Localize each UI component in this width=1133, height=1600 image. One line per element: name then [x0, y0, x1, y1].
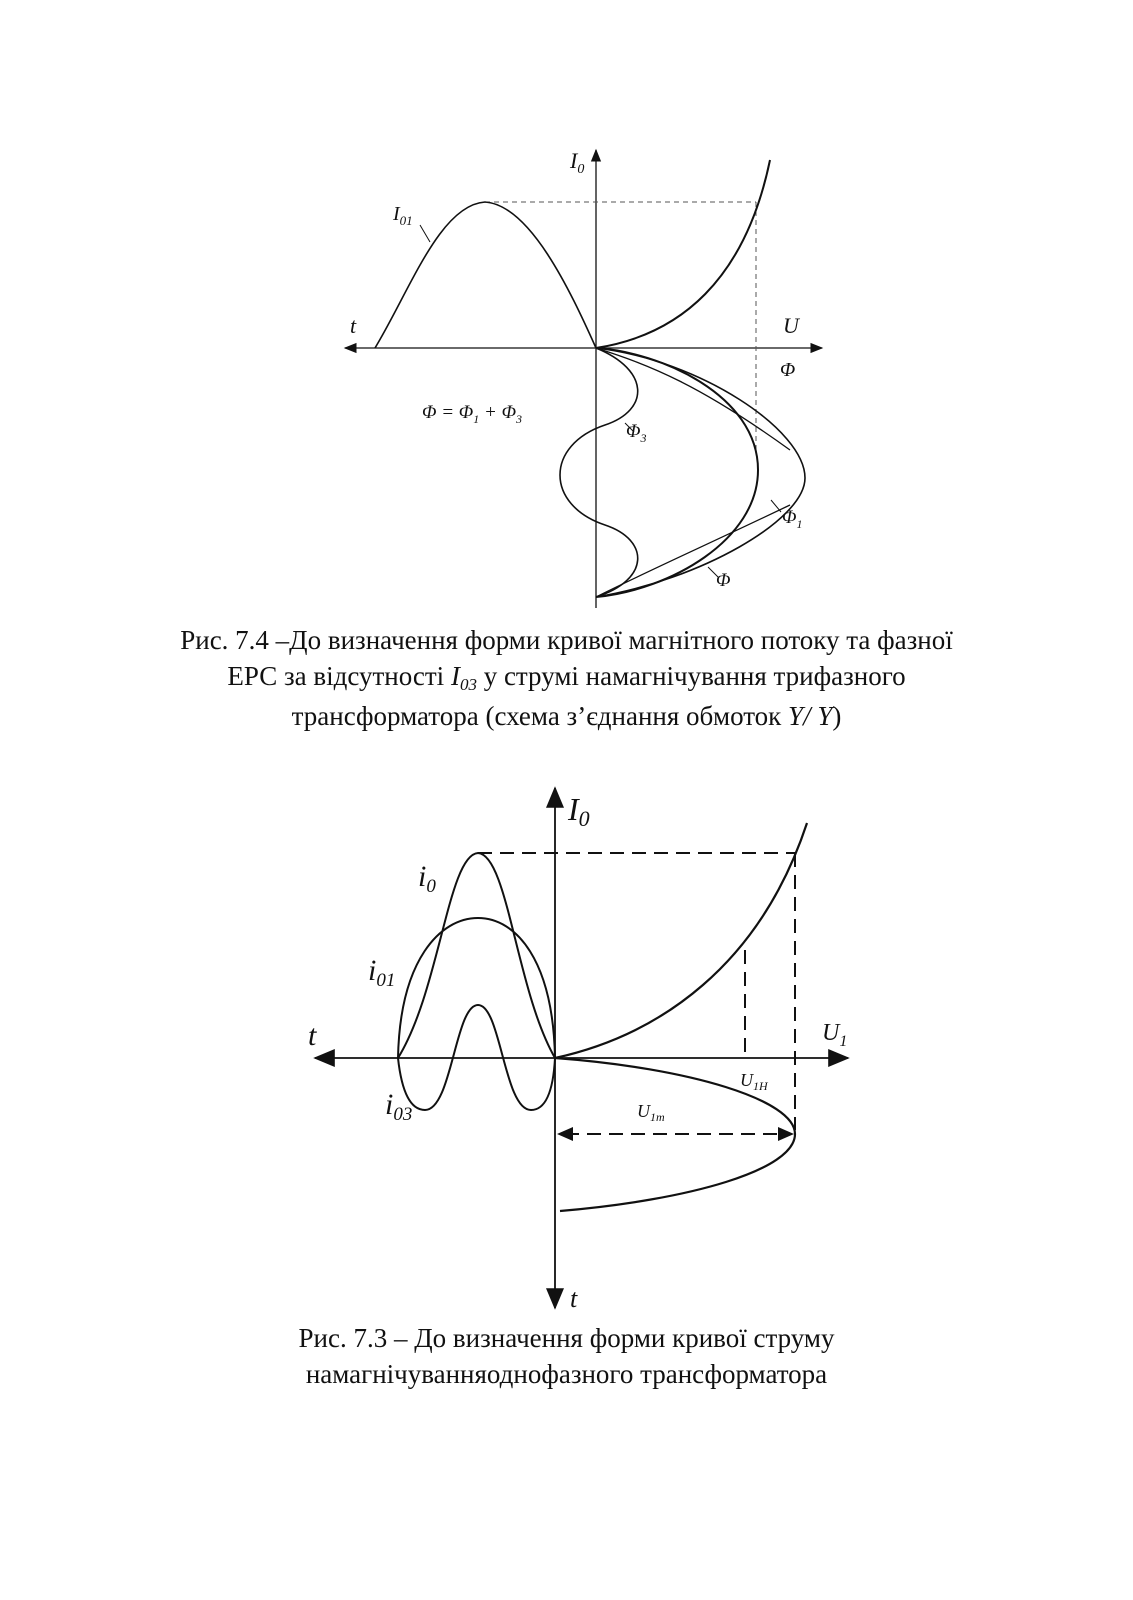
fig73-label-i01-curve: $i_{01}$	[368, 954, 396, 991]
fig73-caption	[0, 1320, 1133, 1392]
fig73-label-i0-axis: I0	[568, 791, 590, 831]
fig73-label-t-bottom: t	[570, 1284, 578, 1313]
fig73-u1m-arrow-left	[557, 1127, 573, 1141]
fig74-caption-line2: ЕРС за відсутності I03 у струмі намагнічування трифазного	[227, 661, 906, 694]
fig73-caption-line2: намагнічуванняоднофазного трансформатора	[305, 1359, 828, 1389]
fig73-label-i03-curve: $i_{03}$	[385, 1088, 413, 1125]
figure-74	[345, 150, 822, 608]
fig73-magnetization-curve	[555, 823, 807, 1058]
fig73-caption-line1: Рис. 7.3 – До визначення форми кривої струму	[298, 1323, 835, 1353]
fig73-label-u1h: $U_{1H}$	[740, 1070, 768, 1093]
fig74-i01-leader	[420, 225, 430, 242]
fig74-phi3-curve	[560, 348, 638, 597]
fig74-label-t: t	[350, 313, 357, 338]
fig73-i01-curve	[398, 918, 555, 1058]
fig74-label-i01: $I_{01}$	[393, 203, 413, 228]
fig74-magnetization-curve	[596, 160, 770, 348]
fig74-chord-lower	[596, 505, 790, 597]
fig74-formula: $\Phi = \Phi_1 + \Phi_3$	[422, 402, 523, 426]
fig73-label-t-left: t	[308, 1019, 317, 1052]
fig74-label-phi: Φ	[716, 570, 731, 591]
fig74-label-i0: $I_0$	[570, 148, 585, 177]
fig74-phi-curve	[596, 348, 758, 597]
figure-73	[315, 788, 848, 1308]
fig74-phi1-leader	[771, 500, 781, 512]
fig74-caption-line3: трансформатора (схема з’єднання обмоток Y/ Y)	[291, 701, 842, 731]
fig73-label-u1m: $U_{1m}$	[637, 1101, 665, 1124]
fig73-label-u1: $U_1$	[822, 1020, 848, 1050]
fig74-label-phi3: $\Phi_3$	[626, 421, 647, 445]
fig74-caption	[0, 622, 1133, 734]
fig74-label-phi1: $\Phi_1$	[782, 507, 803, 531]
fig74-label-phi-axis: Φ	[780, 359, 796, 381]
fig73-label-i0-curve: $i_0$	[418, 860, 436, 897]
fig73-u1m-arrow-right	[778, 1127, 794, 1141]
fig74-label-u: U	[783, 313, 799, 338]
fig74-caption-line1: Рис. 7.4 –До визначення форми кривої магнітного потоку та фазної	[180, 625, 953, 655]
